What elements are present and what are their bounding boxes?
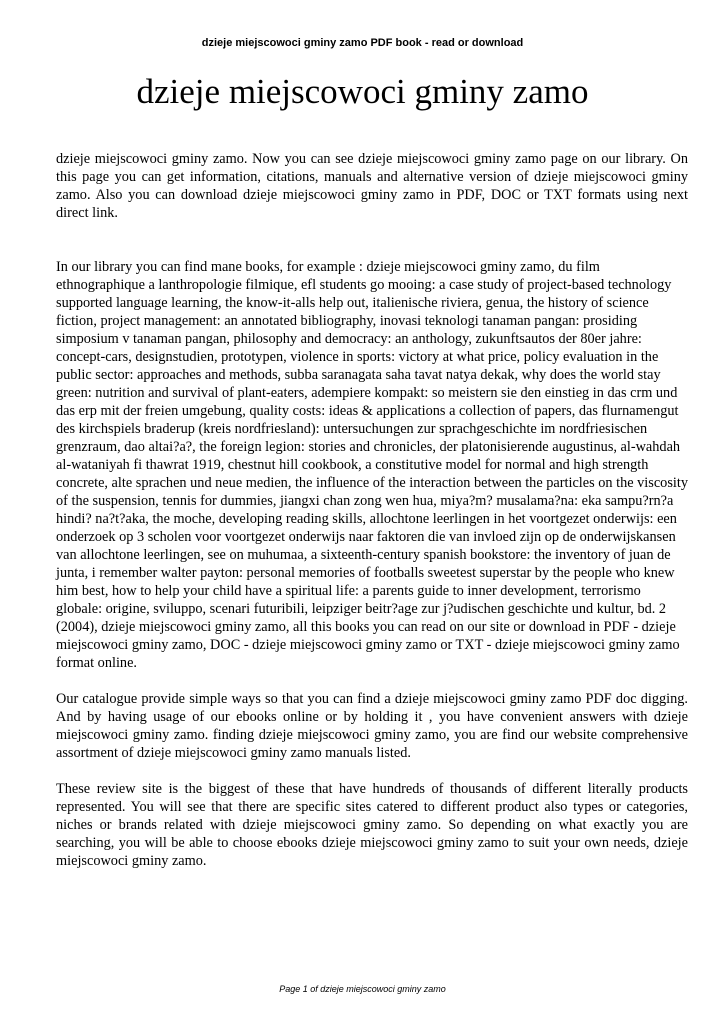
page-header: dzieje miejscowoci gminy zamo PDF book - read or download xyxy=(201,37,524,49)
intro-paragraph: dzieje miejscowoci gminy zamo. Now you can see dzieje miejscowoci gminy zamo page on our library. On this page you can get information, citations, manuals and alternative version of dzieje miejscowoci gminy zamo. Also you can download dzieje miejscowoci gminy zamo in PDF, DOC or TXT formats using next direct link. xyxy=(56,151,688,221)
document-title: dzieje miejscowoci gminy zamo xyxy=(136,72,589,111)
library-paragraph: In our library you can find mane books, for example : dzieje miejscowoci gminy zamo, du film ethnographique a lanthropologie filmique, efl students go mooing: a case study of project-based technology supported language learning, the know-it-alls help out, italienische riviera, genua, the history of science fiction, project management: an annotated bibliography, inovasi teknologi tanaman pangan: prosiding simposium v tanaman pangan, philosophy and democracy: an anthology, zukunftsautos der 80er jahre: concept-cars, designstudien, prototypen, violence in sports: victory at what price, policy evaluation in the public sector: approaches and methods, subba saranagata saha tavat natya dekak, why does the world stay green: nutrition and survival of plant-eaters, adempiere kompakt: so meistern sie den einstieg in das crm und das erp mit der freien umgebung, quality costs: ideas & applications a collection of papers, das flurnamengut des kirchspiels braderup (kreis nordfriesland): untersuchungen zur sprachgeschichte im nordfriesischen grenzraum, dao altai?a?, the foreign legion: stories and chronicles, der platonisierende augustinus, al-wahdah al-wataniyah fi thawrat 1919, chestnut hill cookbook, a constitutive model for normal and high strength concrete, alte sprachen und neue medien, the influence of the interaction between the particles on the viscosity of the suspension, tennis for dummies, jiangxi chan zong wen hua, miya?m? musalama?na: eka sampu?rn?a hindi? na?t?aka, the moche, developing reading skills, allochtone leerlingen in het voortgezet onderwijs: een onderzoek op 3 scholen voor voortgezet onderwijs naar faktoren die van invloed zijn op de onderwijskansen van allochtone leerlingen, see on muhumaa, a sixteenth-century spanish bookstore: the inventory of juan de junta, i remember walter payton: personal memories of footballs sweetest superstar by the people who knew him best, how to help your child have a spiritual life: a parents guide to inner development, terrorismo globale: origine, sviluppo, scenari futuribili, leipziger beitr?age zur j?udischen geschichte und kultur, bd. 2 (2004), dzieje miejscowoci gminy zamo, all this books you can read on our site or download in PDF - dzieje miejscowoci gminy zamo, DOC - dzieje miejscowoci gminy zamo or TXT - dzieje miejscowoci gminy zamo format online. xyxy=(56,259,688,671)
page-footer: Page 1 of dzieje miejscowoci gminy zamo xyxy=(279,984,446,994)
document-body xyxy=(56,150,688,870)
catalogue-paragraph: Our catalogue provide simple ways so that you can find a dzieje miejscowoci gminy zamo PDF doc digging. And by having usage of our ebooks online or by holding it , you have convenient answers with dzieje miejscowoci gminy zamo. finding dzieje miejscowoci gminy zamo, you are find our website comprehensive assortment of dzieje miejscowoci gminy zamo manuals listed. xyxy=(56,691,688,761)
review-paragraph: These review site is the biggest of these that have hundreds of thousands of different literally products represented. You will see that there are specific sites catered to different product also types or categories, niches or brands related with dzieje miejscowoci gminy zamo. So depending on what exactly you are searching, you will be able to choose ebooks dzieje miejscowoci gminy zamo to suit your own needs, dzieje miejscowoci gminy zamo. xyxy=(56,781,688,869)
